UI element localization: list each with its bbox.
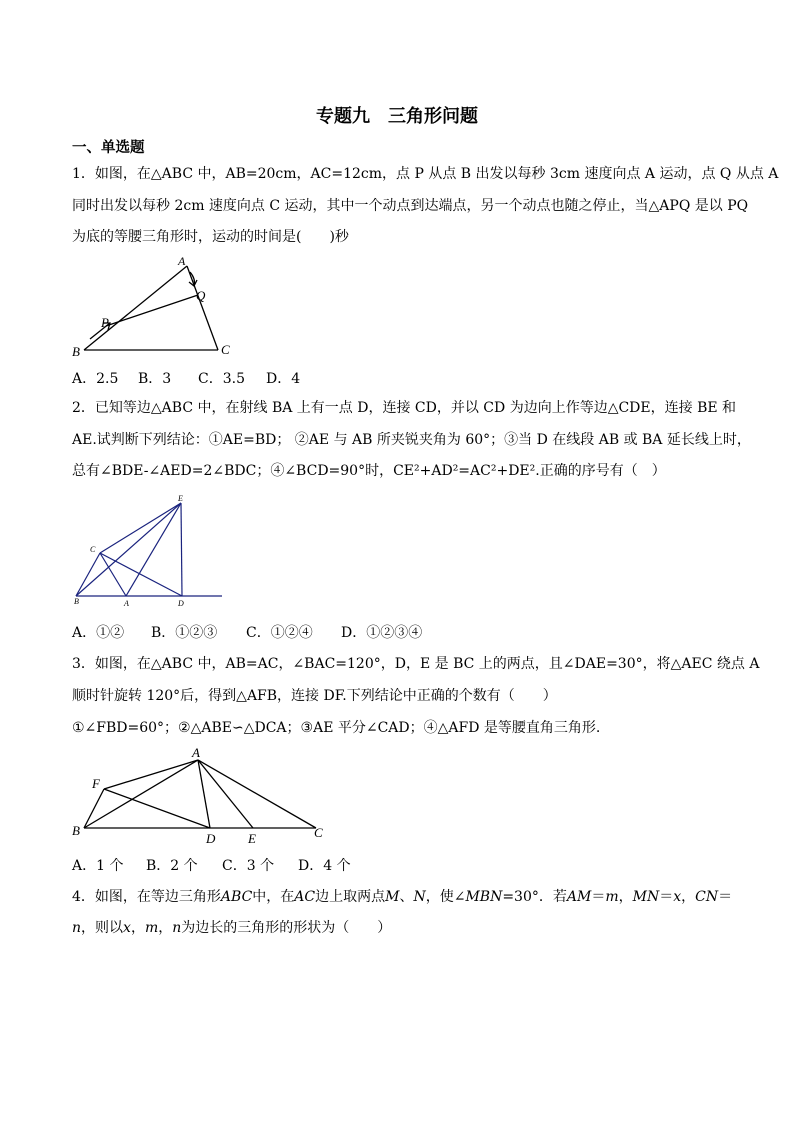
q2-line-2: AE.试判断下列结论：①AE=BD； ②AE 与 AB 所夹锐夹角为 60°；③当 D 在线段 AB 或 BA 延长线上时， xyxy=(72,432,751,448)
q3-line-3: ①∠FBD=60°；②△ABE∽△DCA；③AE 平分∠CAD；④△AFD 是等腰直角三角形. xyxy=(72,720,601,736)
q2-option-b[interactable]: B．①②③ xyxy=(151,625,218,641)
q2-label-a: A xyxy=(124,599,129,608)
q2-options xyxy=(72,622,422,642)
q1-figure xyxy=(70,255,240,360)
q1-segment-pq xyxy=(106,295,198,326)
q2-option-a[interactable]: A．①② xyxy=(72,625,125,641)
q1-label-p: P xyxy=(101,315,109,330)
q1-side-ac xyxy=(187,266,218,350)
q1-option-c[interactable]: C．3.5 xyxy=(198,371,245,387)
q3-line-1: 3．如图，在△ABC 中，AB=AC，∠BAC=120°，D，E 是 BC 上的两点，且∠DAE=30°，将△AEC 绕点 A xyxy=(72,656,760,672)
q1-options xyxy=(72,368,300,388)
q1-option-d[interactable]: D．4 xyxy=(266,371,301,387)
q1-label-q: Q xyxy=(196,288,206,303)
q3-label-d: D xyxy=(206,831,216,846)
q2-line-1: 2．已知等边△ABC 中，在射线 BA 上有一点 D，连接 CD，并以 CD 为边向上作等边△CDE，连接 BE 和 xyxy=(72,400,737,416)
q3-label-a: A xyxy=(192,745,200,760)
q2-side-bc xyxy=(76,553,100,596)
q3-option-c[interactable]: C．3 个 xyxy=(222,858,275,874)
q1-label-c: C xyxy=(221,342,230,357)
q1-line-1: 1．如图，在△ABC 中，AB=20cm，AC=12cm，点 P 从点 B 出发以每秒 3cm 速度向点 A 运动，点 Q 从点 A xyxy=(72,166,779,182)
q1-label-a: A xyxy=(178,254,186,268)
q3-options xyxy=(72,855,351,875)
q4-line-2: n，则以x，m，n为边长的三角形的形状为（ ） xyxy=(72,920,392,936)
q3-segment-af xyxy=(104,760,198,789)
q3-label-f: F xyxy=(92,776,100,791)
q1-line-2: 同时出发以每秒 2cm 速度向点 C 运动，其中一个动点到达端点，另一个动点也随之停止，当△APQ 是以 PQ xyxy=(72,198,749,214)
q2-label-b: B xyxy=(74,597,79,606)
q3-label-c: C xyxy=(314,825,323,840)
section-heading: 一、单选题 xyxy=(72,140,145,156)
q3-segment-ad xyxy=(198,760,210,828)
q2-segment-ae xyxy=(126,503,181,596)
q2-label-c: C xyxy=(90,545,96,554)
q2-figure xyxy=(70,495,230,610)
q2-option-d[interactable]: D．①②③④ xyxy=(341,625,423,641)
q3-segment-df xyxy=(104,789,210,828)
q2-segment-de xyxy=(181,503,182,596)
q1-label-b: B xyxy=(72,344,80,359)
q3-option-d[interactable]: D．4 个 xyxy=(298,858,351,874)
q3-option-a[interactable]: A．1 个 xyxy=(72,858,124,874)
q1-option-a[interactable]: A．2.5 xyxy=(72,371,119,387)
q3-option-b[interactable]: B．2 个 xyxy=(146,858,198,874)
q2-option-c[interactable]: C．①②④ xyxy=(246,625,313,641)
q3-figure xyxy=(70,743,340,846)
q2-label-e: E xyxy=(178,494,183,503)
q3-label-b: B xyxy=(72,823,80,838)
q1-line-3: 为底的等腰三角形时，运动的时间是( )秒 xyxy=(72,229,349,245)
q3-line-2: 顺时针旋转 120°后，得到△AFB，连接 DF.下列结论中正确的个数有（ ） xyxy=(72,688,557,704)
q4-line-1: 4．如图，在等边三角形ABC中，在AC边上取两点M、N，使∠MBN=30°．若AM＝m，MN＝x，CN＝ xyxy=(72,889,733,905)
q2-segment-ce xyxy=(100,503,181,553)
q2-line-3: 总有∠BDE-∠AED=2∠BDC；④∠BCD=90°时，CE²+AD²=AC²+DE².正确的序号有（ ） xyxy=(72,463,666,479)
q1-option-b[interactable]: B．3 xyxy=(138,371,172,387)
page-title: 专题九 三角形问题 xyxy=(316,106,478,127)
q1-side-ab xyxy=(84,266,187,350)
q3-segment-ae xyxy=(198,760,253,828)
q3-side-ac xyxy=(198,760,316,828)
q2-label-d: D xyxy=(178,599,184,608)
q3-label-e: E xyxy=(248,831,256,846)
